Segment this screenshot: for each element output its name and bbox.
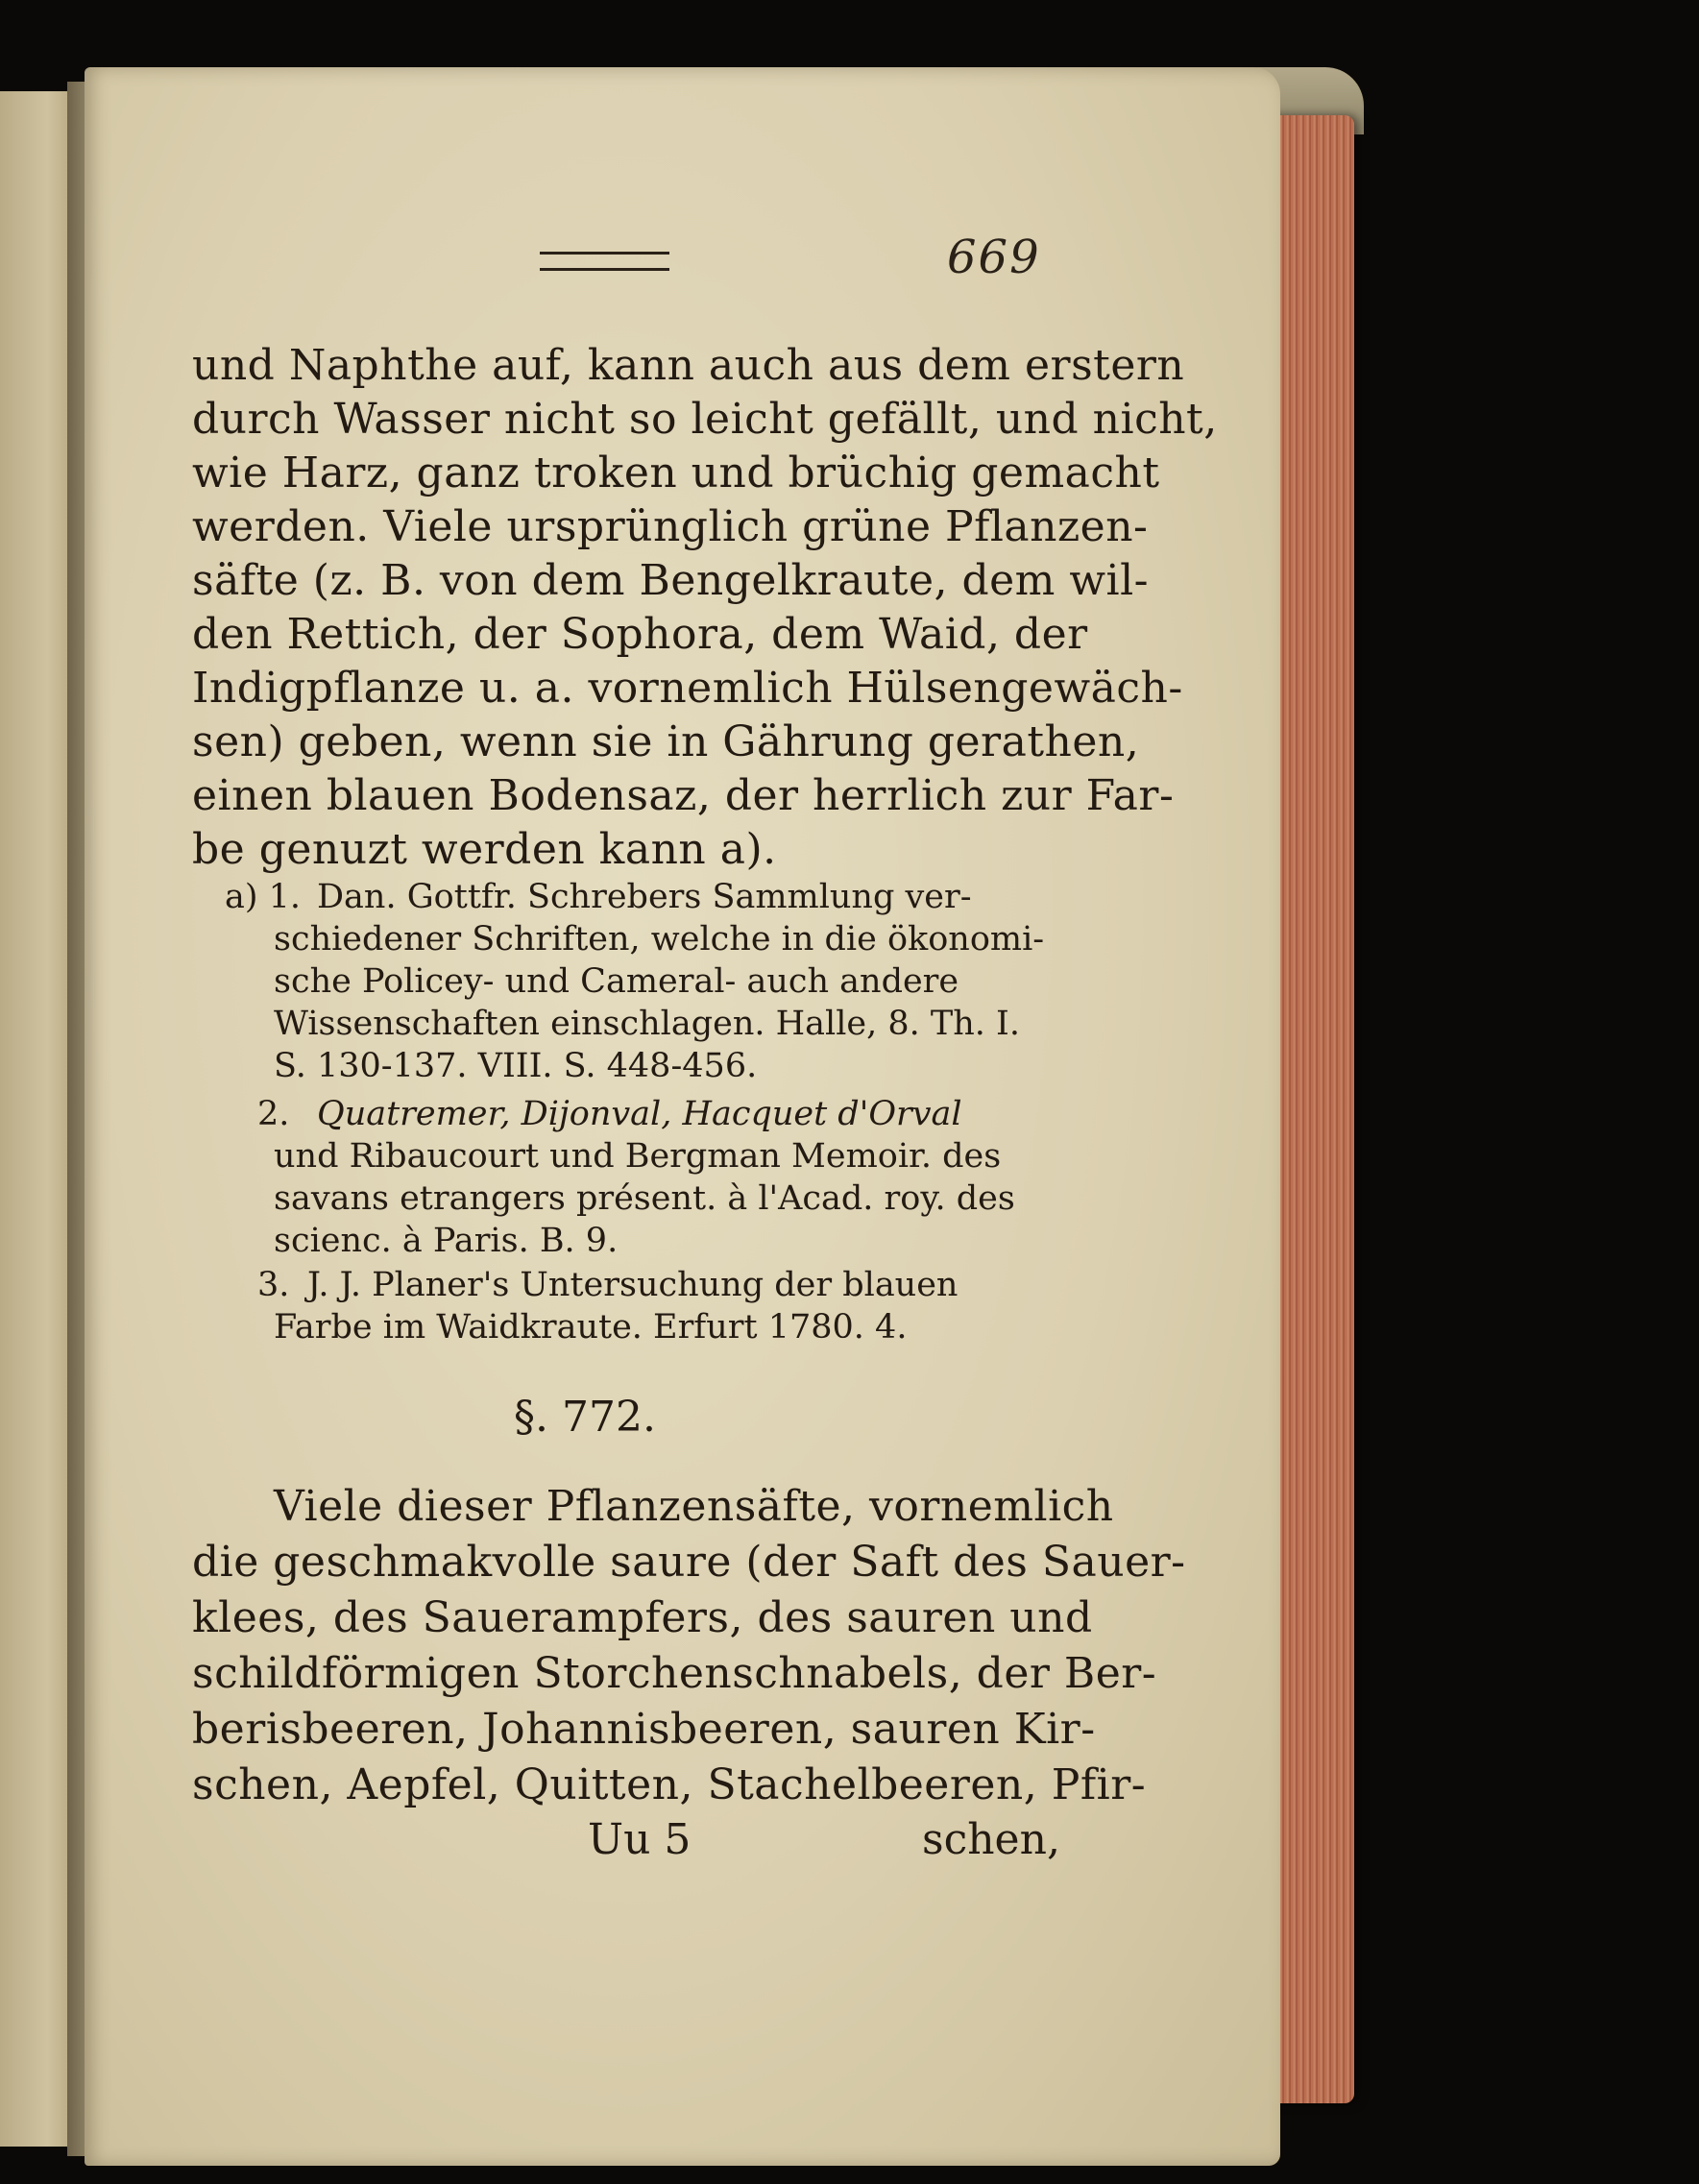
signature-mark: Uu 5	[588, 1815, 692, 1864]
page-number: 669	[947, 231, 1041, 284]
footnote-line: schiedener Schriften, welche in die ökonomi-	[274, 920, 1045, 959]
footnote-line: Dan. Gottfr. Schrebers Sammlung ver-	[317, 878, 972, 916]
footnote-line: Wissenschaften einschlagen. Halle, 8. Th. I.	[274, 1005, 1020, 1043]
catchword: schen,	[922, 1815, 1060, 1864]
footnote-line: und Ribaucourt und Bergman Memoir. des	[274, 1137, 1002, 1176]
body-line: durch Wasser nicht so leicht gefällt, und nicht,	[192, 395, 1218, 444]
section-heading: §. 772.	[514, 1393, 656, 1442]
footnote-line: scienc. à Paris. B. 9.	[274, 1222, 619, 1260]
body-line: Indigpflanze u. a. vornemlich Hülsengewäch-	[192, 664, 1183, 713]
body-line: klees, des Sauerampfers, des sauren und	[192, 1593, 1093, 1642]
footnote-marker: 3.	[257, 1266, 290, 1304]
footnote-line: Quatremer, Dijonval, Hacquet d'Orval	[317, 1095, 962, 1133]
footnote-line: J. J. Planer's Untersuchung der blauen	[307, 1266, 959, 1304]
footnote-marker: a) 1.	[225, 878, 302, 916]
body-line: be genuzt werden kann a).	[192, 825, 777, 874]
body-line: wie Harz, ganz troken und brüchig gemacht	[192, 449, 1160, 497]
body-line: und Naphthe auf, kann auch aus dem erstern	[192, 341, 1185, 390]
body-line: einen blauen Bodensaz, der herrlich zur Far-	[192, 771, 1175, 820]
footnote-line: sche Policey- und Cameral- auch andere	[274, 962, 959, 1001]
body-line: säfte (z. B. von dem Bengelkraute, dem wil-	[192, 556, 1150, 605]
body-line: sen) geben, wenn sie in Gährung gerathen,	[192, 717, 1140, 766]
footnote-marker: 2.	[257, 1095, 290, 1133]
body-line: schildförmigen Storchenschnabels, der Ber-	[192, 1649, 1157, 1698]
footnote-line: savans etrangers présent. à l'Acad. roy. des	[274, 1179, 1015, 1218]
footnote-line: Farbe im Waidkraute. Erfurt 1780. 4.	[274, 1308, 908, 1347]
header-rule	[540, 252, 669, 271]
body-line: Viele dieser Pflanzensäfte, vornemlich	[274, 1482, 1114, 1531]
footnote-line: S. 130-137. VIII. S. 448-456.	[274, 1047, 758, 1085]
body-line: schen, Aepfel, Quitten, Stachelbeeren, Pfir-	[192, 1760, 1147, 1809]
body-line: den Rettich, der Sophora, dem Waid, der	[192, 610, 1088, 659]
body-line: werden. Viele ursprünglich grüne Pflanzen-	[192, 502, 1149, 551]
body-line: berisbeeren, Johannisbeeren, sauren Kir-	[192, 1705, 1096, 1754]
body-line: die geschmakvolle saure (der Saft des Sauer-	[192, 1538, 1186, 1587]
